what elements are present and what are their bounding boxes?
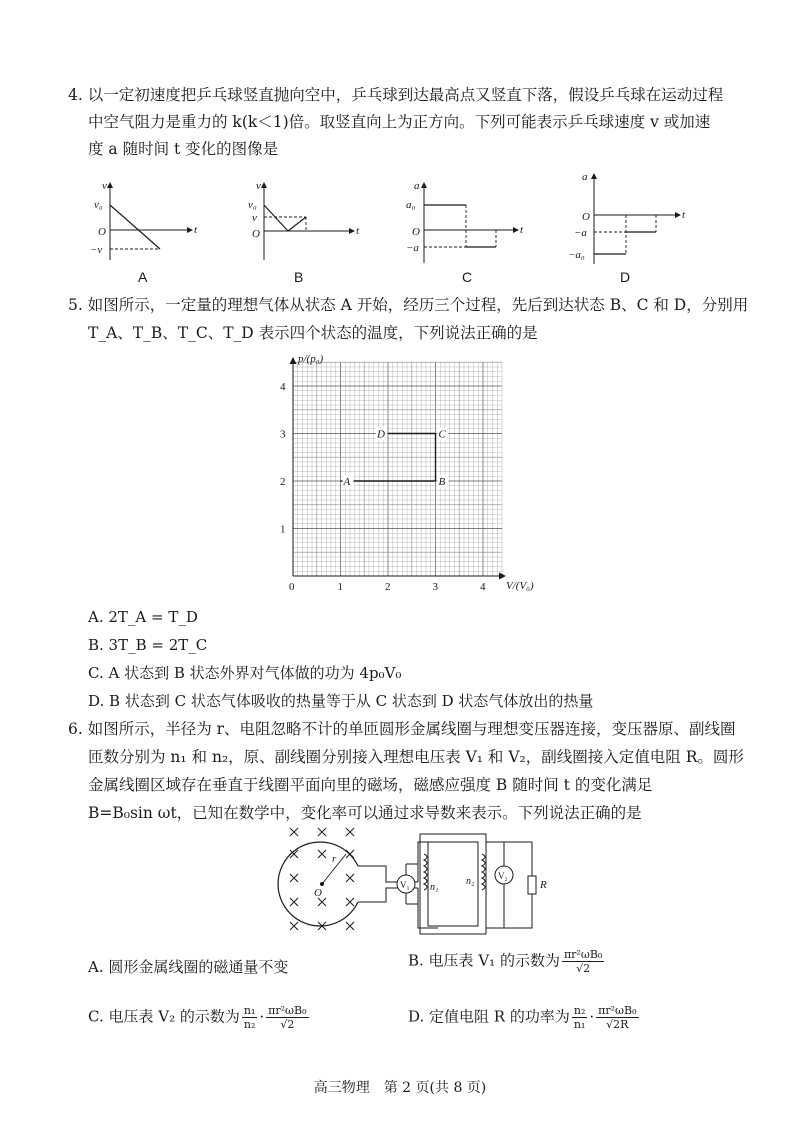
q6-d-num: πr²ωB₀ <box>598 1004 637 1017</box>
pv-point-B: B <box>438 476 446 488</box>
graph-c-svg <box>400 175 540 275</box>
pv-xlabel: V/(V₀) <box>506 580 534 592</box>
graph-d-tick-neg-a0: −a₀ <box>568 249 585 261</box>
pv-ytick-2: 2 <box>280 476 286 488</box>
q6-c-ratio-den: n₂ <box>243 1018 256 1031</box>
q4-graph-b[interactable] <box>242 175 382 285</box>
q4-line-3: 度 a 随时间 t 变化的图像是 <box>88 140 279 158</box>
graph-c-xlabel: t <box>520 224 524 236</box>
q6-c-ratio-num: n₁ <box>243 1004 256 1017</box>
graph-b-origin: O <box>252 228 260 240</box>
graph-c-origin: O <box>412 226 420 238</box>
q6-d-ratio <box>572 1004 588 1031</box>
pv-xtick-4: 4 <box>480 581 486 593</box>
pv-point-D: D <box>377 428 385 441</box>
q5-line-2: T_A、T_B、T_C、T_D 表示四个状态的温度，下列说法正确的是 <box>88 324 538 342</box>
radius-label: r <box>332 853 337 865</box>
graph-d-letter: D <box>620 269 631 285</box>
secondary-coil <box>482 854 485 890</box>
q6-option-d[interactable] <box>408 1004 641 1031</box>
graph-a-letter: A <box>138 269 148 285</box>
pv-xtick-2: 2 <box>385 581 391 593</box>
q6-d-fraction <box>596 1004 638 1031</box>
q6-line-2: 匝数分别为 n₁ 和 n₂，原、副线圈分别接入理想电压表 V₁ 和 V₂，副线圈接入定值电阻 R。圆形 <box>88 748 744 766</box>
graph-d-tick-neg-a: −a <box>574 227 587 239</box>
q4-graph-a[interactable] <box>80 175 220 285</box>
q6-c-den: √2 <box>280 1018 295 1031</box>
v1-label: V₁ <box>400 880 410 890</box>
graph-a-origin: O <box>98 226 106 238</box>
pv-point-C: C <box>438 428 446 441</box>
graph-b-svg <box>242 175 382 275</box>
pv-grid <box>293 362 502 576</box>
primary-coil <box>424 854 427 890</box>
q6-option-b-text: B. 电压表 V₁ 的示数为 <box>408 951 560 970</box>
pv-xtick-3: 3 <box>432 581 438 593</box>
graph-b-xlabel: t <box>356 225 360 237</box>
q6-b-num: πr²ωB₀ <box>563 948 603 961</box>
q6-option-c-text: C. 电压表 V₂ 的示数为 <box>88 1007 240 1026</box>
q5-line-1: 5. 如图所示，一定量的理想气体从状态 A 开始，经历三个过程，先后到达状态 B、C 和 D，分别用 <box>68 296 749 314</box>
pv-ytick-1: 1 <box>280 523 286 536</box>
q6-b-den: √2 <box>576 962 591 975</box>
q4-graph-d[interactable] <box>562 168 702 285</box>
page-footer: 高三物理 第 2 页(共 8 页) <box>313 1080 487 1096</box>
q6-option-d-text: D. 定值电阻 R 的功率为 <box>408 1007 570 1026</box>
q6-option-c[interactable] <box>88 1004 311 1031</box>
graph-c-letter: C <box>462 269 473 285</box>
resistor-label: R <box>540 879 547 891</box>
q6-circuit-diagram <box>270 824 560 946</box>
q6-c-fraction <box>266 1004 308 1031</box>
graph-c-tick-a0: a₀ <box>406 199 416 211</box>
graph-d-svg <box>562 168 702 276</box>
graph-d-ylabel: a <box>582 171 588 183</box>
graph-c-ylabel: a <box>414 180 420 192</box>
q4-line-1: 4. 以一定初速度把乒乓球竖直抛向空中，乒乓球到达最高点又竖直下落，假设乒乓球在运动过程 <box>68 86 724 104</box>
graph-c-tick-neg-a: −a <box>406 242 419 254</box>
q5-option-d[interactable]: D. B 状态到 C 状态气体吸收的热量等于从 C 状态到 D 状态气体放出的热量 <box>88 692 594 710</box>
v2-label: V₂ <box>498 871 508 881</box>
q5-option-b[interactable]: B. 3T_B = 2T_C <box>88 636 208 654</box>
graph-a-xlabel: t <box>194 224 198 236</box>
graph-a-svg <box>80 175 220 275</box>
n1-label: n₁ <box>430 882 439 893</box>
q5-option-a[interactable]: A. 2T_A = T_D <box>88 608 198 626</box>
q5-option-c[interactable]: C. A 状态到 B 状态外界对气体做的功为 4p₀V₀ <box>88 664 402 682</box>
n2-label: n₂ <box>466 876 475 887</box>
graph-b-letter: B <box>294 269 304 285</box>
graph-b-tick-v0: v₀ <box>248 199 257 211</box>
graph-b-tick-v: v <box>252 212 257 224</box>
q6-line-3: 金属线圈区域存在垂直于线圈平面向里的磁场，磁感应强度 B 随时间 t 的变化满足 <box>88 776 653 794</box>
pv-point-A: A <box>343 476 351 488</box>
circuit-svg <box>270 824 560 942</box>
q6-option-b-fraction <box>562 948 604 975</box>
q6-option-b[interactable] <box>408 948 606 975</box>
pv-xtick-1: 1 <box>337 581 343 593</box>
graph-a-tick-v0: v₀ <box>94 199 103 211</box>
q6-d-ratio-num: n₂ <box>573 1004 586 1017</box>
q6-d-ratio-den: n₁ <box>573 1018 586 1031</box>
pv-ytick-4: 4 <box>280 381 286 393</box>
q6-d-dot: · <box>589 1007 595 1026</box>
q6-c-ratio <box>242 1004 258 1031</box>
q4-graph-c[interactable] <box>400 175 540 285</box>
q6-d-den: √2R <box>606 1018 629 1031</box>
q4-line-2: 中空气阻力是重力的 k(k＜1)倍。取竖直向上为正方向。下列可能表示乒乓球速度 v 或加速 <box>88 113 711 131</box>
q6-line-1: 6. 如图所示，半径为 r、电阻忽略不计的单匝圆形金属线圈与理想变压器连接，变压器原、副线圈 <box>68 720 736 738</box>
q6-c-num: πr²ωB₀ <box>268 1004 307 1017</box>
magnetic-field-crosses <box>290 828 354 930</box>
pv-ylabel: p/(p₀) <box>298 353 324 365</box>
q6-c-dot: · <box>259 1007 265 1026</box>
graph-d-origin: O <box>582 211 590 223</box>
graph-b-ylabel: v <box>256 180 261 192</box>
q6-line-4: B=B₀sin ωt，已知在数学中，变化率可以通过求导数来表示。下列说法正确的是 <box>88 804 642 822</box>
graph-d-xlabel: t <box>682 209 686 221</box>
q5-pv-chart <box>270 348 550 602</box>
center-label: O <box>314 887 322 899</box>
resistor-r <box>528 876 536 894</box>
graph-a-tick-neg-v: −v <box>90 244 103 256</box>
pv-chart-svg <box>270 348 550 598</box>
q6-option-a[interactable]: A. 圆形金属线圈的磁通量不变 <box>88 958 289 976</box>
graph-a-ylabel: v <box>102 180 107 192</box>
pv-ytick-3: 3 <box>280 428 286 441</box>
pv-origin: 0 <box>289 581 295 593</box>
